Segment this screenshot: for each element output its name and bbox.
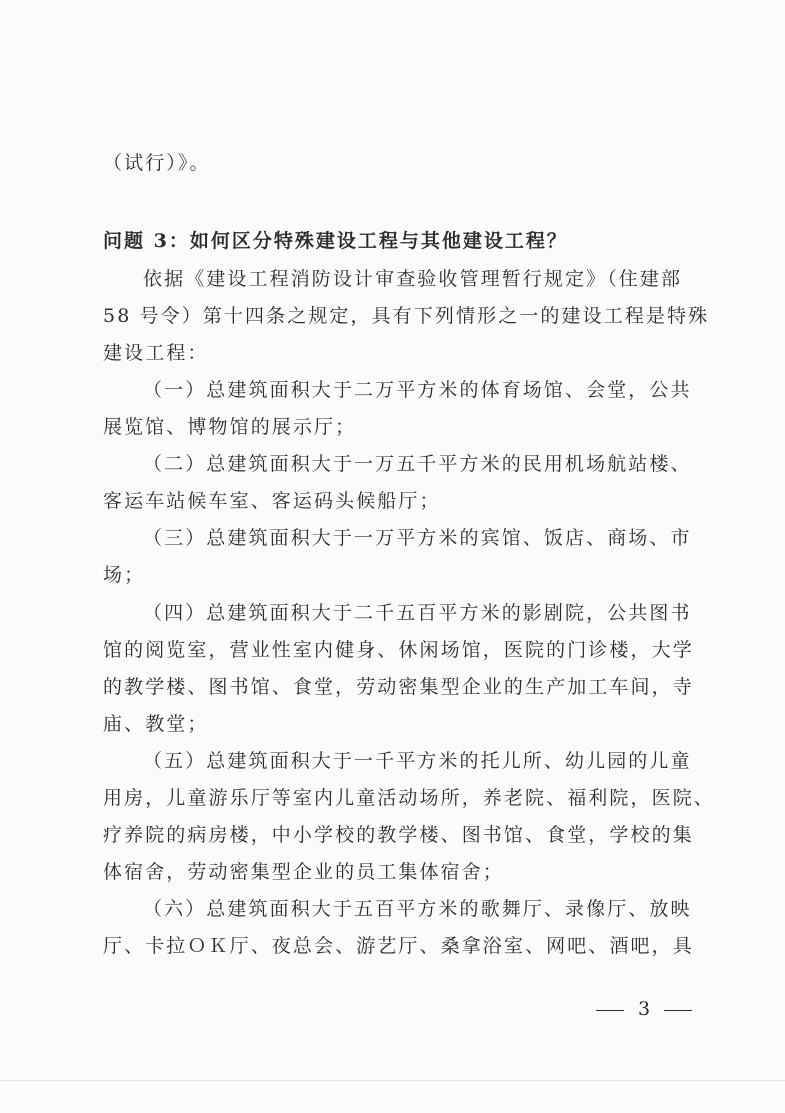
list-item-line: 场； (103, 564, 146, 586)
text-line: （试行）》。 (103, 152, 211, 174)
dash-right (664, 1010, 692, 1011)
list-item-line: （四）总建筑面积大于二千五百平方米的影剧院，公共图书 (143, 602, 692, 624)
list-item-line: 的教学楼、图书馆、食堂，劳动密集型企业的生产加工车间，寺 (103, 676, 694, 698)
list-item-line: （一）总建筑面积大于二万平方米的体育场馆、会堂，公共 (143, 379, 692, 401)
list-item-line: 用房，儿童游乐厅等室内儿童活动场所，养老院、福利院，医院、 (103, 787, 715, 809)
list-item-line: 体宿舍，劳动密集型企业的员工集体宿舍； (103, 861, 504, 883)
list-item-line: 厅、卡拉ＯＫ厅、夜总会、游艺厅、桑拿浴室、网吧、酒吧，具 (103, 935, 694, 957)
question-heading: 问题 3：如何区分特殊建设工程与其他建设工程？ (103, 230, 568, 252)
list-item-line: （三）总建筑面积大于一万平方米的宾馆、饭店、商场、市 (143, 527, 692, 549)
text-line: 建设工程： (103, 342, 209, 364)
list-item-line: 庙、教堂； (103, 713, 209, 735)
list-item-line: 疗养院的病房楼，中小学校的教学楼、图书馆、食堂，学校的集 (103, 824, 694, 846)
list-item-line: 展览馆、博物馆的展示厅； (103, 416, 357, 438)
text-line: 依据《建设工程消防设计审查验收管理暂行规定》（住建部 (143, 268, 683, 290)
list-item-line: （二）总建筑面积大于一万五千平方米的民用机场航站楼、 (143, 453, 692, 475)
scan-edge-divider (0, 1080, 785, 1081)
list-item-line: 客运车站候车室、客运码头候船厅； (103, 490, 441, 512)
list-item-line: （六）总建筑面积大于五百平方米的歌舞厅、录像厅、放映 (143, 898, 692, 920)
list-item-line: （五）总建筑面积大于一千平方米的托儿所、幼儿园的儿童 (143, 750, 692, 772)
text-line: 58 号令）第十四条之规定，具有下列情形之一的建设工程是特殊 (103, 305, 710, 327)
list-item-line: 馆的阅览室，营业性室内健身、休闲场馆，医院的门诊楼，大学 (103, 639, 694, 661)
page-number (596, 998, 692, 1020)
dash-left (596, 1010, 624, 1011)
page-number-value: 3 (638, 998, 651, 1020)
